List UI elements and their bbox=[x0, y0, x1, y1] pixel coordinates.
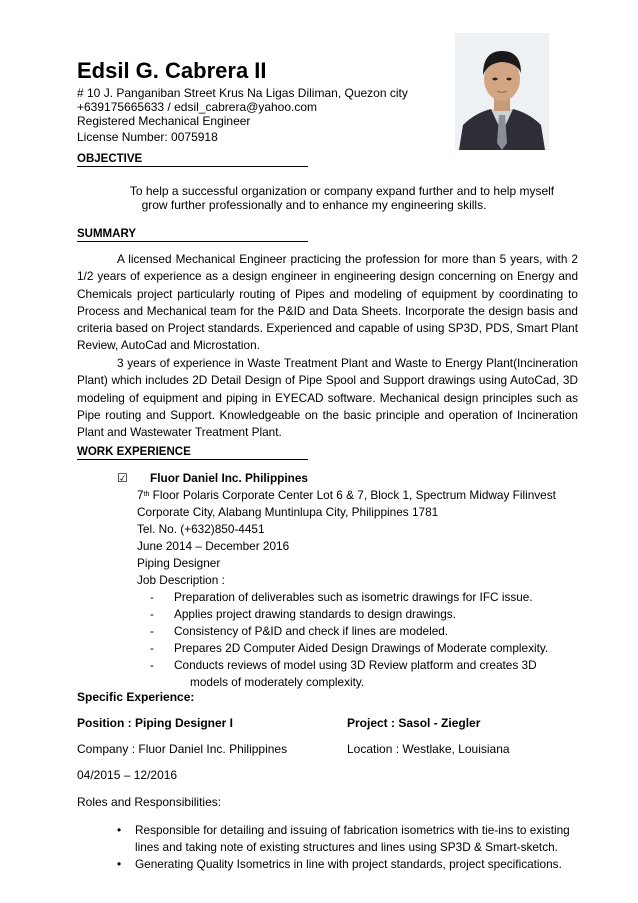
list-item: • Generating Quality Isometrics in line with project standards, project specifications. bbox=[117, 857, 562, 871]
job-entry bbox=[117, 470, 556, 589]
list-item: - Conducts reviews of model using 3D Review platform and creates 3D bbox=[150, 658, 537, 672]
employment-dates: June 2014 – December 2016 bbox=[137, 539, 290, 553]
list-item: • Responsible for detailing and issuing of fabrication isometrics with tie-ins to existing lines and taking note of existing structures and lines using SP3D & Smart-sketch. bbox=[117, 823, 570, 854]
list-item: - Applies project drawing standards to design drawings. bbox=[150, 607, 456, 621]
list-item: - Prepares 2D Computer Aided Design Drawings of Moderate complexity. bbox=[150, 641, 549, 655]
objective-line-2: grow further professionally and to enhance my engineering skills. bbox=[141, 198, 487, 212]
summary-paragraph-1: A licensed Mechanical Engineer practicing the profession for more than 5 years, with 2 1/2 years of experience as a design engineer in engineering design concerning on Energy and Chemicals project particularly routing of Pipes and modeling of equipment by coordinating to Process and Mechanical team for the P&ID and Data Sheets. Incorporate the design basis and criteria based on Project standards. Experienced and capable of using SP3D, PDS, Smart Plant Review, AutoCad and Microstation. bbox=[77, 252, 578, 353]
candidate-name: Edsil G. Cabrera II bbox=[77, 58, 267, 83]
company-address-line-1: 7th Floor Polaris Corporate Center Lot 6 & 7, Block 1, Spectrum Midway Filinvest bbox=[137, 488, 556, 502]
company-address-line-2: Corporate City, Alabang Muntinlupa City, Philippines 1781 bbox=[137, 505, 439, 519]
location-field: Location : Westlake, Louisiana bbox=[347, 742, 510, 756]
professional-title: Registered Mechanical Engineer bbox=[77, 114, 251, 128]
summary-paragraph-2: 3 years of experience in Waste Treatment Plant and Waste to Energy Plant(Incineration Plant) which includes 2D Detail Design of Pipe Spool and Support drawings using AutoCad, 3D modeling of equipment and piping in EYECAD software. Mechanical design principles such as Pipe routing and Support. Knowledgeable on the basic principle and operation of Incineration Plant and Wastewater Treatment Plant. bbox=[77, 356, 578, 440]
roles-list bbox=[117, 822, 587, 873]
work-experience-heading: WORK EXPERIENCE bbox=[77, 446, 191, 458]
objective-heading: OBJECTIVE bbox=[77, 153, 143, 165]
roles-label: Roles and Responsibilities: bbox=[77, 795, 222, 809]
company-field: Company : Fluor Daniel Inc. Philippines bbox=[77, 742, 288, 756]
project-field: Project : Sasol - Ziegler bbox=[347, 716, 481, 730]
company-name: Fluor Daniel Inc. Philippines bbox=[150, 471, 308, 485]
summary-underline bbox=[77, 241, 308, 242]
list-item-continuation: models of moderately complexity. bbox=[190, 675, 365, 689]
summary-heading: SUMMARY bbox=[77, 228, 136, 240]
list-item: - Preparation of deliverables such as isometric drawings for IFC issue. bbox=[150, 590, 533, 604]
duties-list bbox=[150, 589, 548, 691]
project-dates: 04/2015 – 12/2016 bbox=[77, 768, 178, 782]
contact-line: +639175665633 / edsil_cabrera@yahoo.com bbox=[77, 100, 318, 114]
checkbox-icon: ☑ bbox=[117, 471, 128, 485]
profile-photo bbox=[455, 33, 549, 150]
list-item: - Consistency of P&ID and check if lines are modeled. bbox=[150, 624, 449, 638]
objective-line-1: To help a successful organization or company expand further and to help myself bbox=[129, 184, 555, 198]
specific-experience-heading: Specific Experience: bbox=[77, 690, 195, 704]
job-description-label: Job Description : bbox=[137, 573, 225, 587]
position-field: Position : Piping Designer I bbox=[77, 716, 234, 730]
objective-underline bbox=[77, 166, 308, 167]
company-tel: Tel. No. (+632)850-4451 bbox=[137, 522, 265, 536]
job-position: Piping Designer bbox=[137, 556, 221, 570]
license-number: License Number: 0075918 bbox=[77, 130, 218, 144]
work-experience-underline bbox=[77, 459, 308, 460]
address-line: # 10 J. Panganiban Street Krus Na Ligas Diliman, Quezon city bbox=[77, 86, 408, 100]
company-row bbox=[117, 470, 556, 487]
